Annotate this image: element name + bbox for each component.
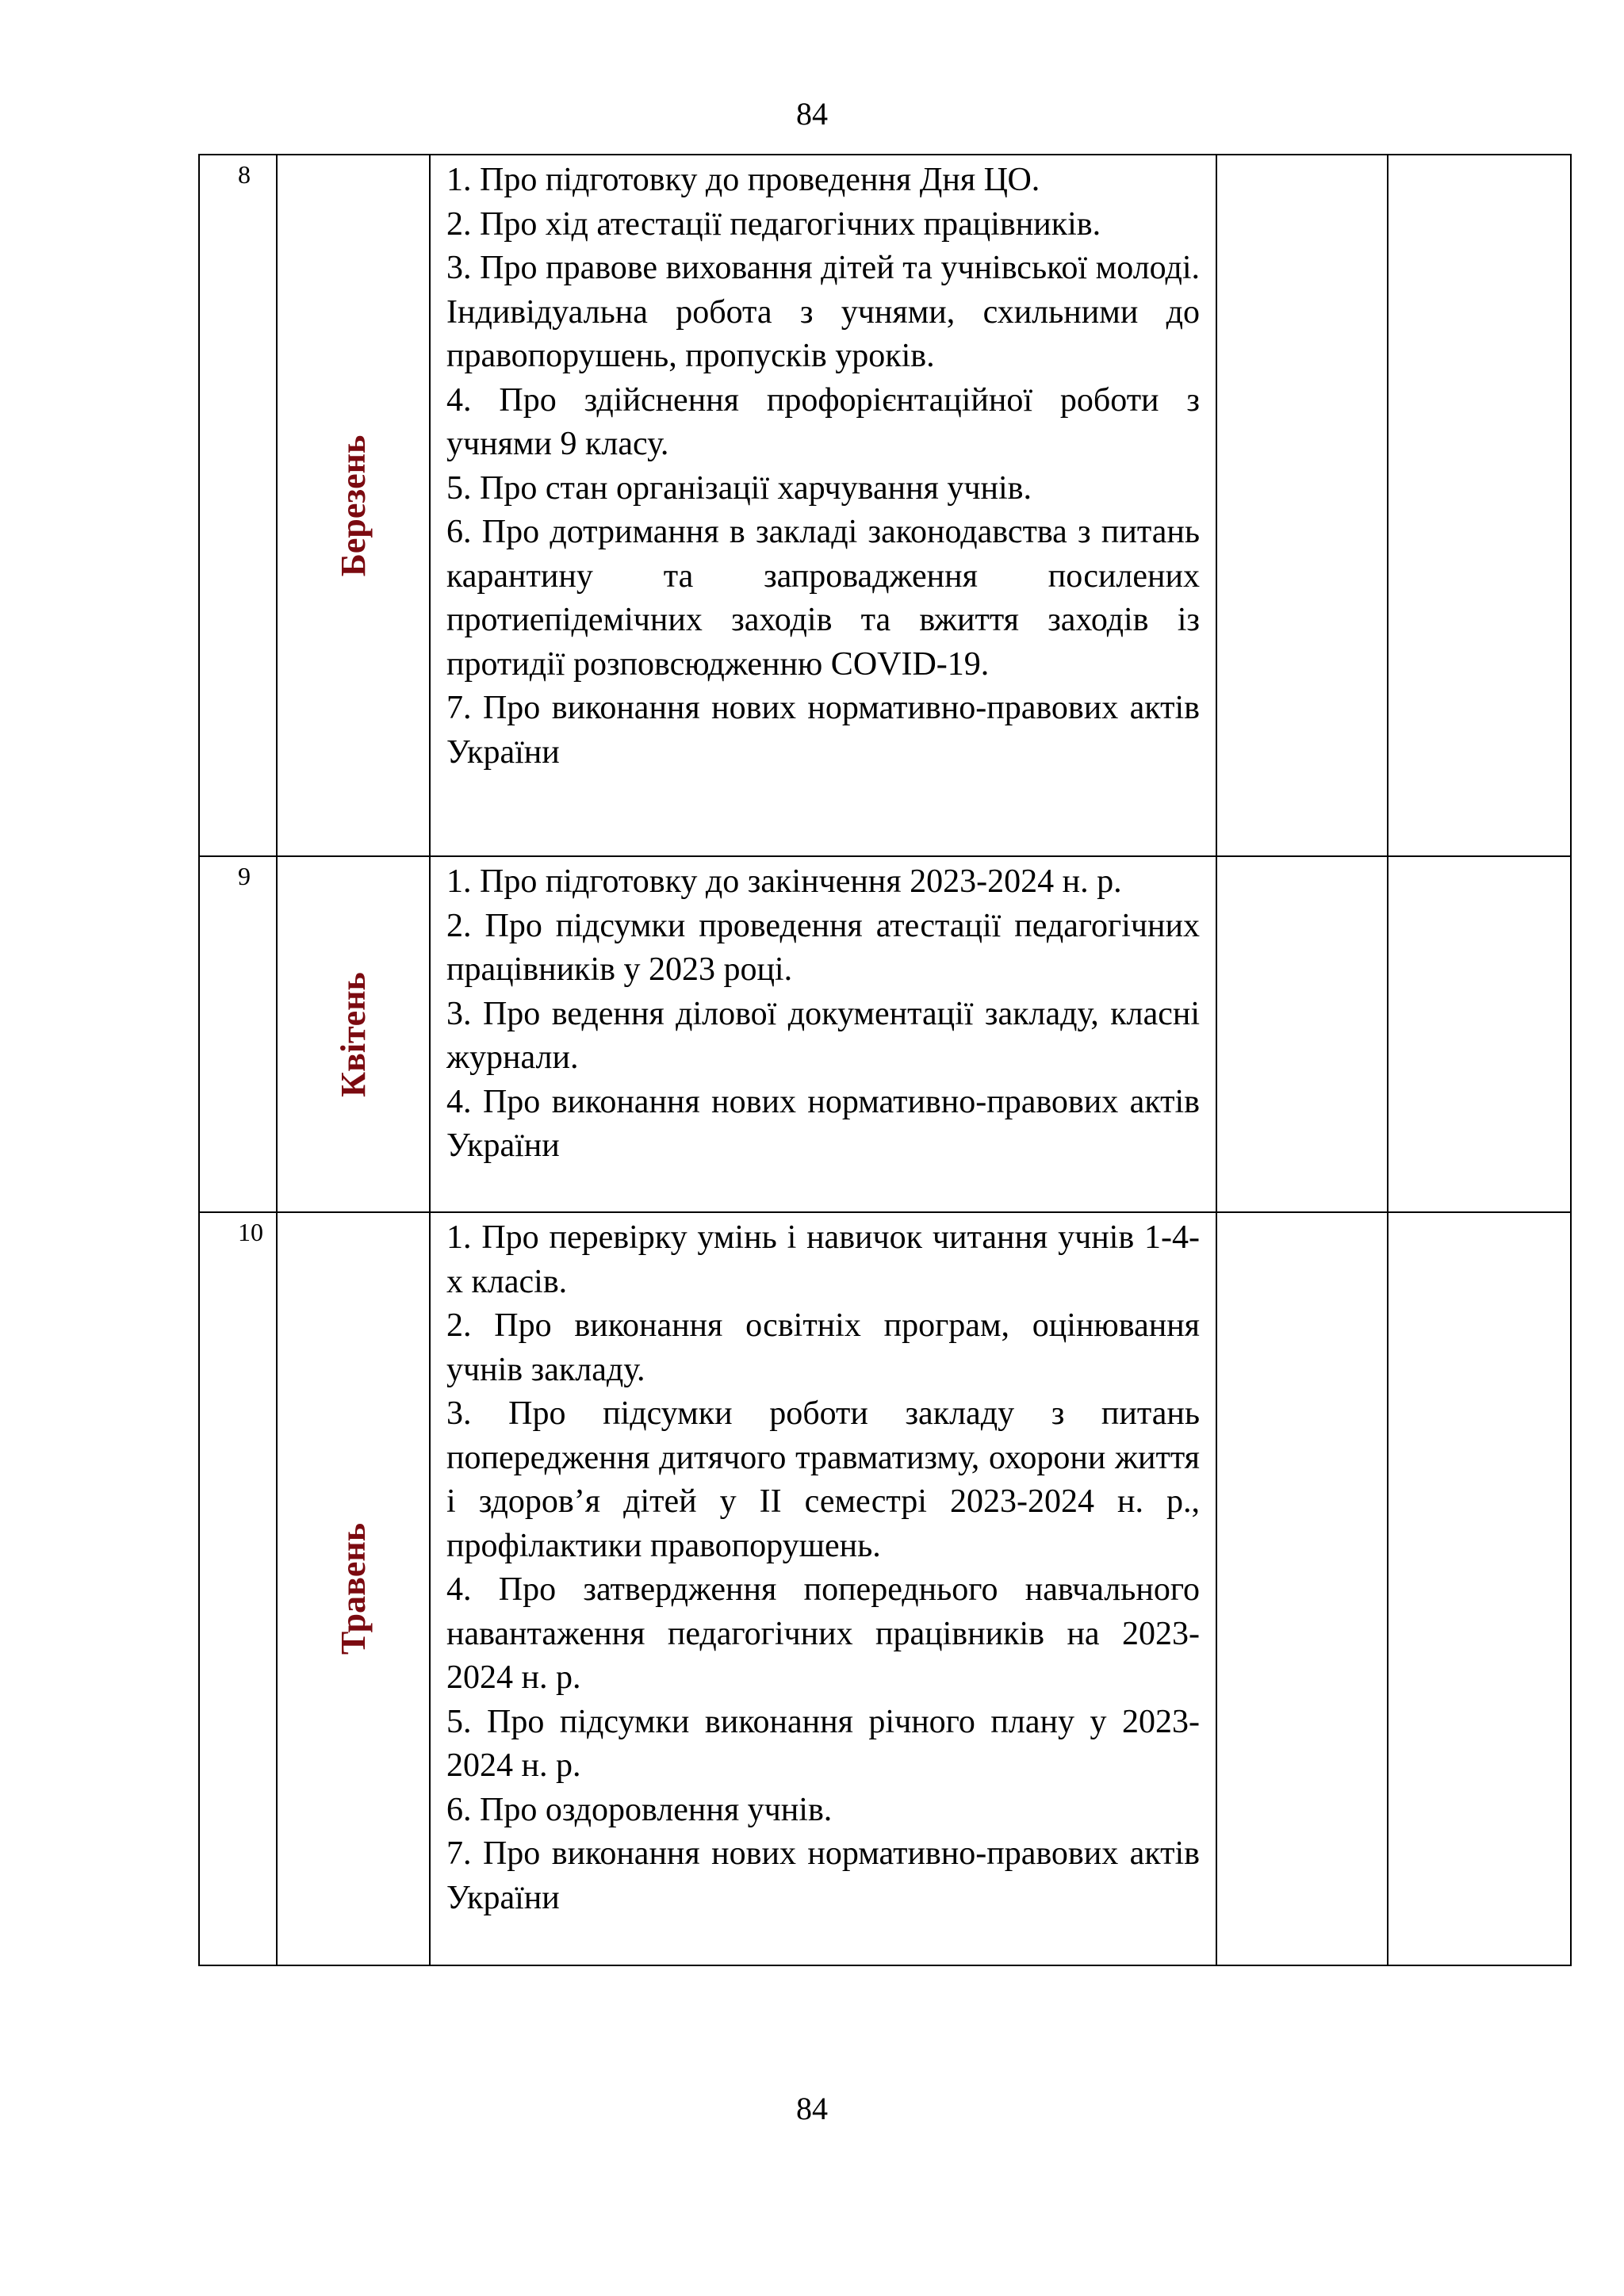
list-item: 2. Про виконання освітніх програм, оцінювання учнів закладу.: [446, 1307, 1200, 1388]
row-number: 9: [199, 856, 277, 1212]
list-item: 2. Про хід атестації педагогічних працівників.: [446, 205, 1101, 243]
empty-cell: [1388, 856, 1571, 1212]
page-number-top: 84: [796, 96, 828, 132]
list-item: 1. Про перевірку умінь і навичок читання учнів 1-4-х класів.: [446, 1219, 1200, 1300]
list-item: 5. Про підсумки виконання річного плану у 2023-2024 н. р.: [446, 1703, 1200, 1784]
empty-cell: [1388, 1212, 1571, 1965]
table-row: [199, 1212, 1571, 1965]
empty-cell: [1388, 155, 1571, 856]
month-label: Травень: [333, 1522, 373, 1655]
list-item: 7. Про виконання нових нормативно-правових актів України: [446, 1835, 1200, 1916]
list-item: 3. Про ведення ділової документації закладу, класні журнали.: [446, 995, 1200, 1076]
plan-table: [198, 154, 1572, 1966]
list-item: 1. Про підготовку до закінчення 2023-2024 н. р.: [446, 863, 1122, 900]
list-item: 2. Про підсумки проведення атестації педагогічних працівників у 2023 році.: [446, 907, 1200, 988]
month-cell: [277, 856, 430, 1212]
empty-cell: [1216, 1212, 1388, 1965]
list-item: 5. Про стан організації харчування учнів.: [446, 469, 1032, 507]
topics-cell: [430, 856, 1216, 1212]
list-item: 3. Про правове виховання дітей та учнівської молоді. Індивідуальна робота з учнями, схильними до правопорушень, пропусків уроків.: [446, 250, 1200, 374]
row-number: 10: [199, 1212, 277, 1965]
page-number-bottom: 84: [796, 2091, 828, 2126]
topics-cell: [430, 155, 1216, 856]
month-cell: [277, 1212, 430, 1965]
topics-cell: [430, 1212, 1216, 1965]
list-item: 7. Про виконання нових нормативно-правових актів України: [446, 690, 1200, 771]
list-item: 6. Про оздоровлення учнів.: [446, 1791, 833, 1828]
list-item: 4. Про здійснення профорієнтаційної роботи з учнями 9 класу.: [446, 381, 1200, 462]
month-label: Квітень: [333, 971, 373, 1097]
list-item: 3. Про підсумки роботи закладу з питань попередження дитячого травматизму, охорони життя і здоров’я дітей у ІІ семестрі 2023-2024 н. р., профілактики правопорушень.: [446, 1395, 1200, 1564]
list-item: 4. Про виконання нових нормативно-правових актів України: [446, 1083, 1200, 1164]
list-item: 6. Про дотримання в закладі законодавства з питань карантину та запровадження посилених протиепідемічних заходів та вжиття заходів із протидії розповсюдженню COVID-19.: [446, 514, 1200, 683]
month-label: Березень: [333, 434, 373, 576]
list-item: 1. Про підготовку до проведення Дня ЦО.: [446, 162, 1040, 198]
row-number: 8: [199, 155, 277, 856]
month-cell: [277, 155, 430, 856]
table-row: [199, 155, 1571, 856]
empty-cell: [1216, 155, 1388, 856]
table-row: [199, 856, 1571, 1212]
empty-cell: [1216, 856, 1388, 1212]
list-item: 4. Про затвердження попереднього навчального навантаження педагогічних працівників на 2023-2024 н. р.: [446, 1571, 1200, 1696]
